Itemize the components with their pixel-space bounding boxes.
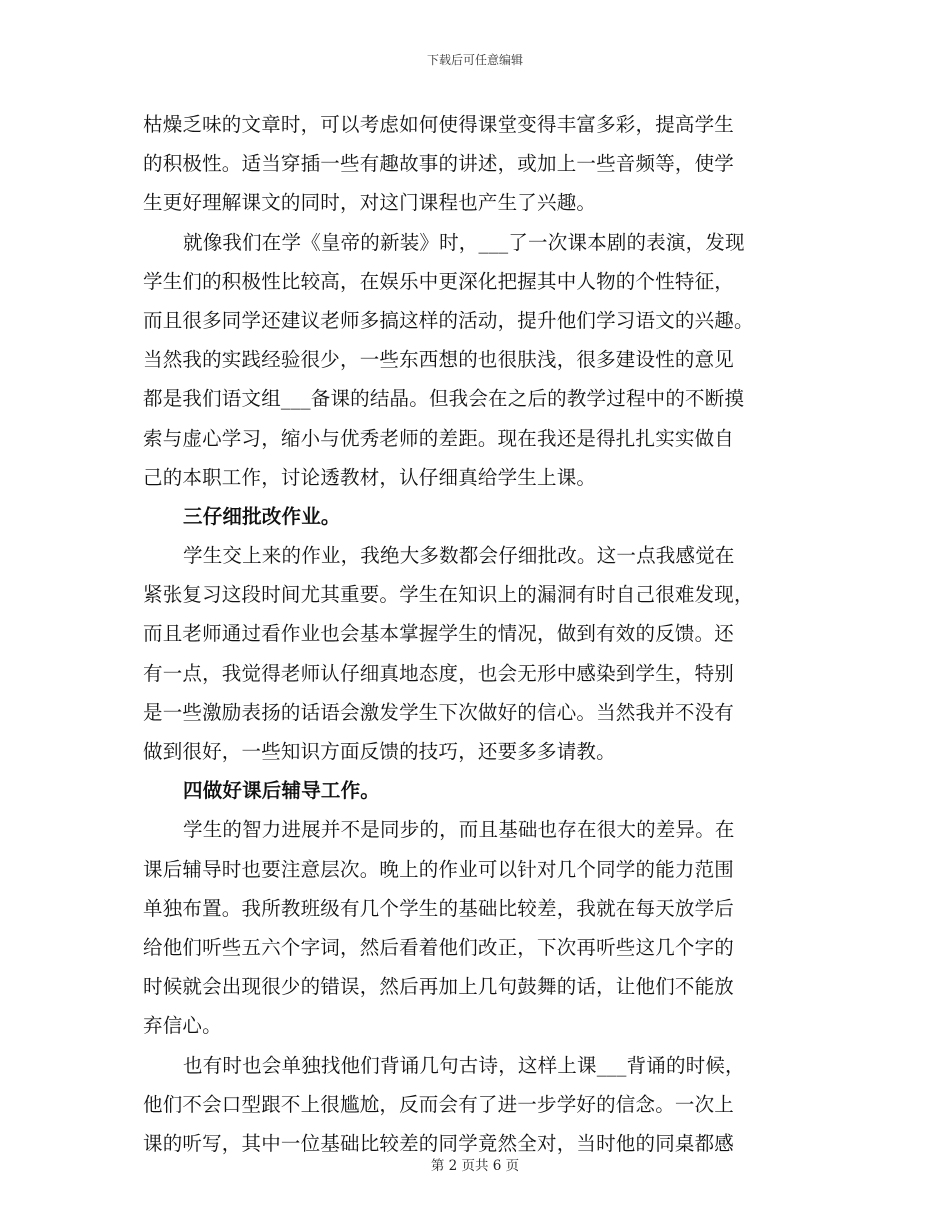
text-line: 也有时也会单独找他们背诵几句古诗，这样上课___背诵的时候，	[183, 1053, 745, 1077]
text-line: 索与虚心学习，缩小与优秀老师的差距。现在我还是得扎扎实实做自	[143, 426, 735, 450]
text-line: 课的听写，其中一位基础比较差的同学竟然全对，当时他的同桌都感	[143, 1131, 735, 1155]
text-line: 己的本职工作，讨论透教材，认仔细真给学生上课。	[143, 465, 597, 489]
text-line: 做到很好，一些知识方面反馈的技巧，还要多多请教。	[143, 740, 616, 763]
document-body	[143, 105, 803, 1163]
text-line: 给他们听些五六个字词，然后看着他们改正，下次再听些这几个字的	[143, 935, 735, 959]
text-line: 都是我们语文组___备课的结晶。但我会在之后的教学过程中的不断摸	[143, 387, 745, 411]
page-footer: 第 2 页共 6 页	[430, 1158, 520, 1174]
text-line: 是一些激励表扬的话语会激发学生下次做好的信心。当然我并不没有	[143, 700, 735, 724]
text-line: 枯燥乏味的文章时，可以考虑如何使得课堂变得丰富多彩，提高学生	[143, 113, 735, 136]
text-line: 紧张复习这段时间尤其重要。学生在知识上的漏洞有时自己很难发现，	[143, 583, 754, 607]
text-line: 单独布置。我所教班级有几个学生的基础比较差，我就在每天放学后	[143, 896, 735, 920]
text-line: 时候就会出现很少的错误，然后再加上几句鼓舞的话，让他们不能放	[143, 975, 735, 999]
text-line: 的积极性。适当穿插一些有趣故事的讲述，或加上一些音频等，使学	[143, 152, 735, 176]
text-line: 学生的智力进展并不是同步的，而且基础也存在很大的差异。在	[183, 818, 735, 842]
text-line: 他们不会口型跟不上很尴尬，反而会有了进一步学好的信念。一次上	[143, 1092, 735, 1116]
text-line: 学生们的积极性比较高，在娱乐中更深化把握其中人物的个性特征，	[143, 269, 735, 293]
text-line: 生更好理解课文的同时，对这门课程也产生了兴趣。	[143, 191, 597, 215]
section-heading: 三仔细批改作业。	[183, 504, 341, 528]
text-line: 而且很多同学还建议老师多搞这样的活动，提升他们学习语文的兴趣。	[143, 308, 754, 332]
text-line: 就像我们在学《皇帝的新装》时，___了一次课本剧的表演，发现	[183, 230, 745, 254]
page-header: 下载后可任意编辑	[426, 53, 523, 67]
text-line: 当然我的实践经验很少，一些东西想的也很肤浅，很多建设性的意见	[143, 348, 735, 372]
text-line: 课后辅导时也要注意层次。晚上的作业可以针对几个同学的能力范围	[143, 857, 735, 881]
text-line: 弃信心。	[143, 1014, 222, 1038]
text-line: 有一点，我觉得老师认仔细真地态度，也会无形中感染到学生，特别	[143, 661, 735, 685]
section-heading: 四做好课后辅导工作。	[183, 779, 381, 803]
text-line: 而且老师通过看作业也会基本掌握学生的情况，做到有效的反馈。还	[143, 622, 735, 646]
text-line: 学生交上来的作业，我绝大多数都会仔细批改。这一点我感觉在	[183, 544, 735, 568]
